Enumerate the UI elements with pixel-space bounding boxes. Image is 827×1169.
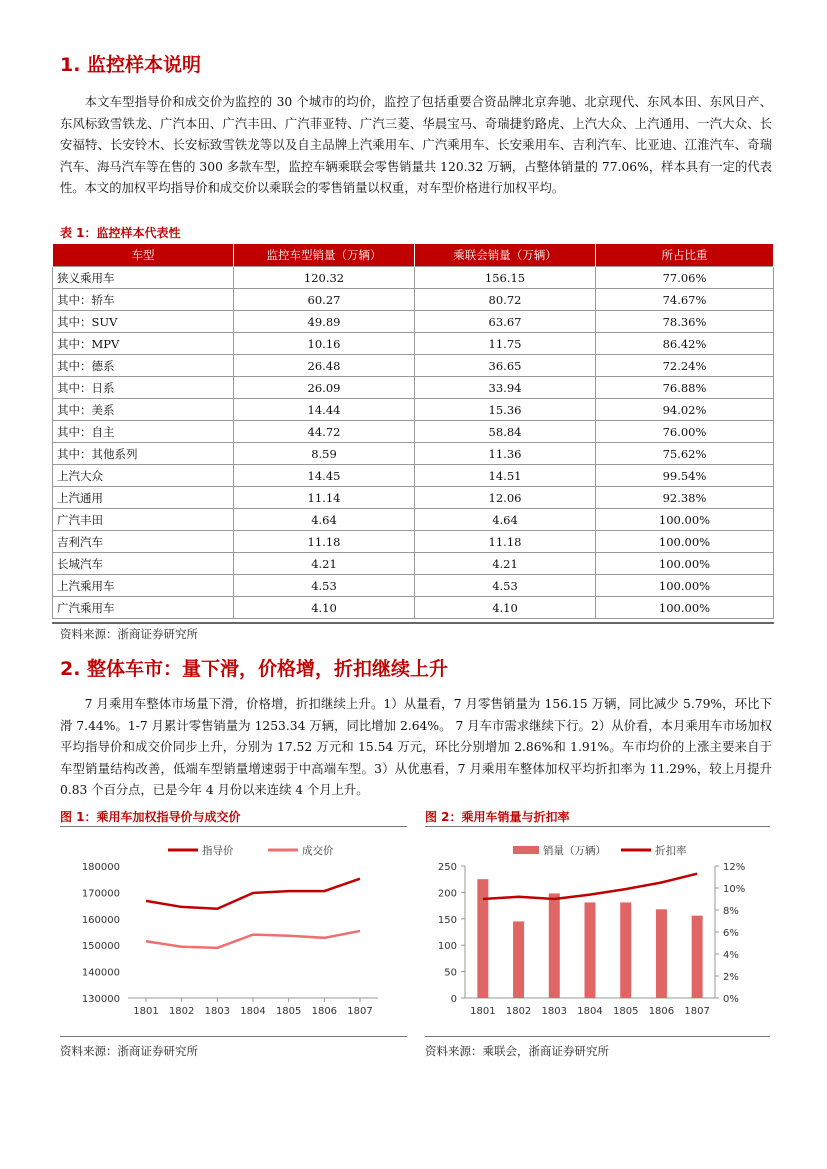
- column-header: 所占比重: [596, 244, 774, 267]
- column-header: 监控车型销量（万辆）: [234, 244, 415, 267]
- x-tick-label: 1802: [168, 1006, 195, 1017]
- table-cell: 14.44: [234, 399, 415, 421]
- table-cell: 60.27: [234, 289, 415, 311]
- table-cell: 其中：其他系列: [53, 443, 234, 465]
- y2-tick-label: 12%: [723, 862, 746, 873]
- table-cell: 77.06%: [596, 267, 774, 289]
- table-cell: 80.72: [415, 289, 596, 311]
- table-cell: 4.21: [234, 553, 415, 575]
- legend-swatch: [513, 846, 539, 854]
- table-cell: 4.64: [234, 509, 415, 531]
- section-2-title: 2. 整体车市：量下滑，价格增，折扣继续上升: [60, 658, 449, 680]
- table-cell: 100.00%: [596, 597, 774, 619]
- y-tick-label: 0: [450, 994, 457, 1005]
- table-cell: 100.00%: [596, 509, 774, 531]
- y-tick-label: 170000: [81, 888, 120, 900]
- table-row: [53, 399, 774, 421]
- table-cell: 12.06: [415, 487, 596, 509]
- table-cell: 58.84: [415, 421, 596, 443]
- table-cell: 上汽大众: [53, 465, 234, 487]
- x-tick-label: 1805: [612, 1006, 639, 1017]
- y-tick-label: 180000: [81, 862, 120, 873]
- y-tick-label: 200: [437, 888, 457, 900]
- legend-label: 销量（万辆）: [543, 845, 606, 857]
- y-tick-label: 130000: [81, 994, 120, 1005]
- y-tick-label: 140000: [81, 967, 120, 979]
- table-cell: 11.18: [415, 531, 596, 553]
- y2-tick-label: 2%: [723, 972, 739, 983]
- table-cell: 4.10: [415, 597, 596, 619]
- figure-2-bottom-rule: [425, 1036, 770, 1037]
- table-cell: 33.94: [415, 377, 596, 399]
- table-cell: 14.45: [234, 465, 415, 487]
- bar: [620, 902, 631, 998]
- table-cell: 吉利汽车: [53, 531, 234, 553]
- table-cell: 8.59: [234, 443, 415, 465]
- bar: [549, 893, 560, 998]
- y2-tick-label: 8%: [723, 906, 739, 917]
- table-cell: 75.62%: [596, 443, 774, 465]
- table-cell: 92.38%: [596, 487, 774, 509]
- table-cell: 156.15: [415, 267, 596, 289]
- table-row: [53, 443, 774, 465]
- table-cell: 其中：SUV: [53, 311, 234, 333]
- table-cell: 26.48: [234, 355, 415, 377]
- table-row: [53, 421, 774, 443]
- table-cell: 15.36: [415, 399, 596, 421]
- table-row: [53, 465, 774, 487]
- bar: [513, 921, 524, 998]
- table-cell: 11.75: [415, 333, 596, 355]
- y2-tick-label: 4%: [723, 950, 739, 961]
- table-cell: 其中：轿车: [53, 289, 234, 311]
- table-row: [53, 311, 774, 333]
- table-cell: 10.16: [234, 333, 415, 355]
- x-tick-label: 1801: [470, 1006, 496, 1017]
- table-cell: 100.00%: [596, 531, 774, 553]
- section-2-paragraph: 7 月乘用车整体市场量下滑，价格增，折扣继续上升。1）从量看，7 月零售销量为 156.15 万辆，同比减少 5.79%，环比下滑 7.44%。1-7 月累计零售销量为 1253.34 万辆，同比增加 2.64%。 7 月车市需求继续下行。2）从价看，本月乘用车市场加权平均指导价和成交价同步上升，分别为 17.52 万元和 15.54 万元，环比分别增加 2.86%和 1.91%。车市均价的上涨主要来自于车型销量结构改善，低端车型销量增速弱于中高端车型。3）从优惠看，7 月乘用车整体加权平均折扣率为 11.29%，较上月提升 0.83 个百分点，已是今年 4 月份以来连续 4 个月上升。: [60, 697, 772, 797]
- x-tick-label: 1804: [240, 1006, 266, 1017]
- table-row: [53, 509, 774, 531]
- table-cell: 49.89: [234, 311, 415, 333]
- y2-tick-label: 6%: [723, 928, 739, 939]
- table-cell: 上汽通用: [53, 487, 234, 509]
- table-cell: 94.02%: [596, 399, 774, 421]
- y-tick-label: 100: [437, 941, 457, 953]
- table-cell: 99.54%: [596, 465, 774, 487]
- section-1-paragraph: 本文车型指导价和成交价为监控的 30 个城市的均价，监控了包括重要合资品牌北京奔驰、北京现代、东风本田、东风日产、东风标致雪铁龙、广汽本田、广汽丰田、广汽菲亚特、广汽三菱、华晨宝马、奇瑞捷豹路虎、上汽大众、上汽通用、一汽大众、长安福特、长安铃木、长安标致雪铁龙等以及自主品牌上汽乘用车、广汽乘用车、长安乘用车、吉利汽车、比亚迪、江淮汽车、奇瑞汽车、海马汽车等在售的 300 多款车型，监控车辆乘联会零售销量共 120.32 万辆，占整体销量的 77.06%，样本具有一定的代表性。本文的加权平均指导价和成交价以乘联会的零售销量以权重，对车型价格进行加权平均。: [60, 95, 772, 195]
- column-header: 车型: [53, 244, 234, 267]
- table-cell: 120.32: [234, 267, 415, 289]
- table-cell: 4.64: [415, 509, 596, 531]
- table-cell: 4.53: [234, 575, 415, 597]
- discount-line: [483, 874, 697, 899]
- table-cell: 14.51: [415, 465, 596, 487]
- table-cell: 11.36: [415, 443, 596, 465]
- table-cell: 86.42%: [596, 333, 774, 355]
- table-source: 资料来源：浙商证券研究所: [60, 627, 198, 641]
- x-tick-label: 1802: [505, 1006, 532, 1017]
- legend-label: 指导价: [202, 845, 234, 857]
- section-1-title: 1. 监控样本说明: [60, 54, 202, 76]
- x-tick-label: 1801: [133, 1006, 159, 1017]
- table-cell: 78.36%: [596, 311, 774, 333]
- table-cell: 4.21: [415, 553, 596, 575]
- sample-table: [52, 243, 774, 619]
- table-row: [53, 531, 774, 553]
- column-header: 乘联会销量（万辆）: [415, 244, 596, 267]
- table-cell: 其中：德系: [53, 355, 234, 377]
- table-1-caption: 表 1：监控样本代表性: [60, 226, 181, 240]
- table-cell: 76.88%: [596, 377, 774, 399]
- table-cell: 4.53: [415, 575, 596, 597]
- figure-2-top-rule: [425, 826, 770, 827]
- figure-1-caption: 图 1：乘用车加权指导价与成交价: [60, 810, 241, 824]
- bar: [656, 909, 667, 998]
- figure-1-top-rule: [60, 826, 407, 827]
- y2-tick-label: 10%: [723, 884, 746, 895]
- bar: [477, 879, 488, 998]
- figure-2-caption: 图 2：乘用车销量与折扣率: [425, 810, 570, 824]
- table-cell: 4.10: [234, 597, 415, 619]
- table-cell: 36.65: [415, 355, 596, 377]
- table-cell: 其中：日系: [53, 377, 234, 399]
- legend-label: 折扣率: [655, 845, 687, 857]
- table-cell: 上汽乘用车: [53, 575, 234, 597]
- table-row: [53, 355, 774, 377]
- table-row: [53, 487, 774, 509]
- table-cell: 长城汽车: [53, 553, 234, 575]
- legend-label: 成交价: [302, 845, 334, 857]
- table-row: [53, 333, 774, 355]
- table-cell: 26.09: [234, 377, 415, 399]
- table-cell: 63.67: [415, 311, 596, 333]
- figure-1-bottom-rule: [60, 1036, 407, 1037]
- y-tick-label: 50: [444, 967, 457, 979]
- x-tick-label: 1805: [275, 1006, 302, 1017]
- sales-discount-chart: [425, 830, 770, 1030]
- x-tick-label: 1803: [204, 1006, 231, 1017]
- table-row: [53, 377, 774, 399]
- table-cell: 74.67%: [596, 289, 774, 311]
- y-tick-label: 150: [437, 914, 457, 926]
- table-cell: 狭义乘用车: [53, 267, 234, 289]
- table-cell: 其中：美系: [53, 399, 234, 421]
- table-cell: 广汽丰田: [53, 509, 234, 531]
- bar: [692, 916, 703, 998]
- table-bottom-rule: [52, 622, 774, 624]
- figure-2-source: 资料来源：乘联会，浙商证券研究所: [425, 1044, 609, 1058]
- price-line-chart: [60, 830, 410, 1030]
- series-line-0: [146, 879, 360, 909]
- table-header-row: [53, 244, 774, 267]
- figure-1-source: 资料来源：浙商证券研究所: [60, 1044, 198, 1058]
- x-tick-label: 1804: [577, 1006, 603, 1017]
- table-cell: 11.14: [234, 487, 415, 509]
- x-tick-label: 1807: [347, 1006, 373, 1017]
- table-row: [53, 267, 774, 289]
- series-line-1: [146, 931, 360, 948]
- table-cell: 44.72: [234, 421, 415, 443]
- y-tick-label: 160000: [81, 914, 120, 926]
- table-cell: 其中：自主: [53, 421, 234, 443]
- table-row: [53, 289, 774, 311]
- table-cell: 广汽乘用车: [53, 597, 234, 619]
- bar: [585, 902, 596, 998]
- x-tick-label: 1803: [541, 1006, 568, 1017]
- table-cell: 100.00%: [596, 575, 774, 597]
- x-tick-label: 1806: [311, 1006, 338, 1017]
- table-row: [53, 575, 774, 597]
- y2-tick-label: 0%: [723, 994, 739, 1005]
- table-cell: 72.24%: [596, 355, 774, 377]
- y-tick-label: 150000: [81, 941, 120, 953]
- table-cell: 100.00%: [596, 553, 774, 575]
- x-tick-label: 1806: [648, 1006, 675, 1017]
- table-cell: 11.18: [234, 531, 415, 553]
- table-row: [53, 553, 774, 575]
- table-cell: 其中：MPV: [53, 333, 234, 355]
- x-tick-label: 1807: [684, 1006, 710, 1017]
- table-cell: 76.00%: [596, 421, 774, 443]
- y-tick-label: 250: [437, 862, 457, 873]
- table-row: [53, 597, 774, 619]
